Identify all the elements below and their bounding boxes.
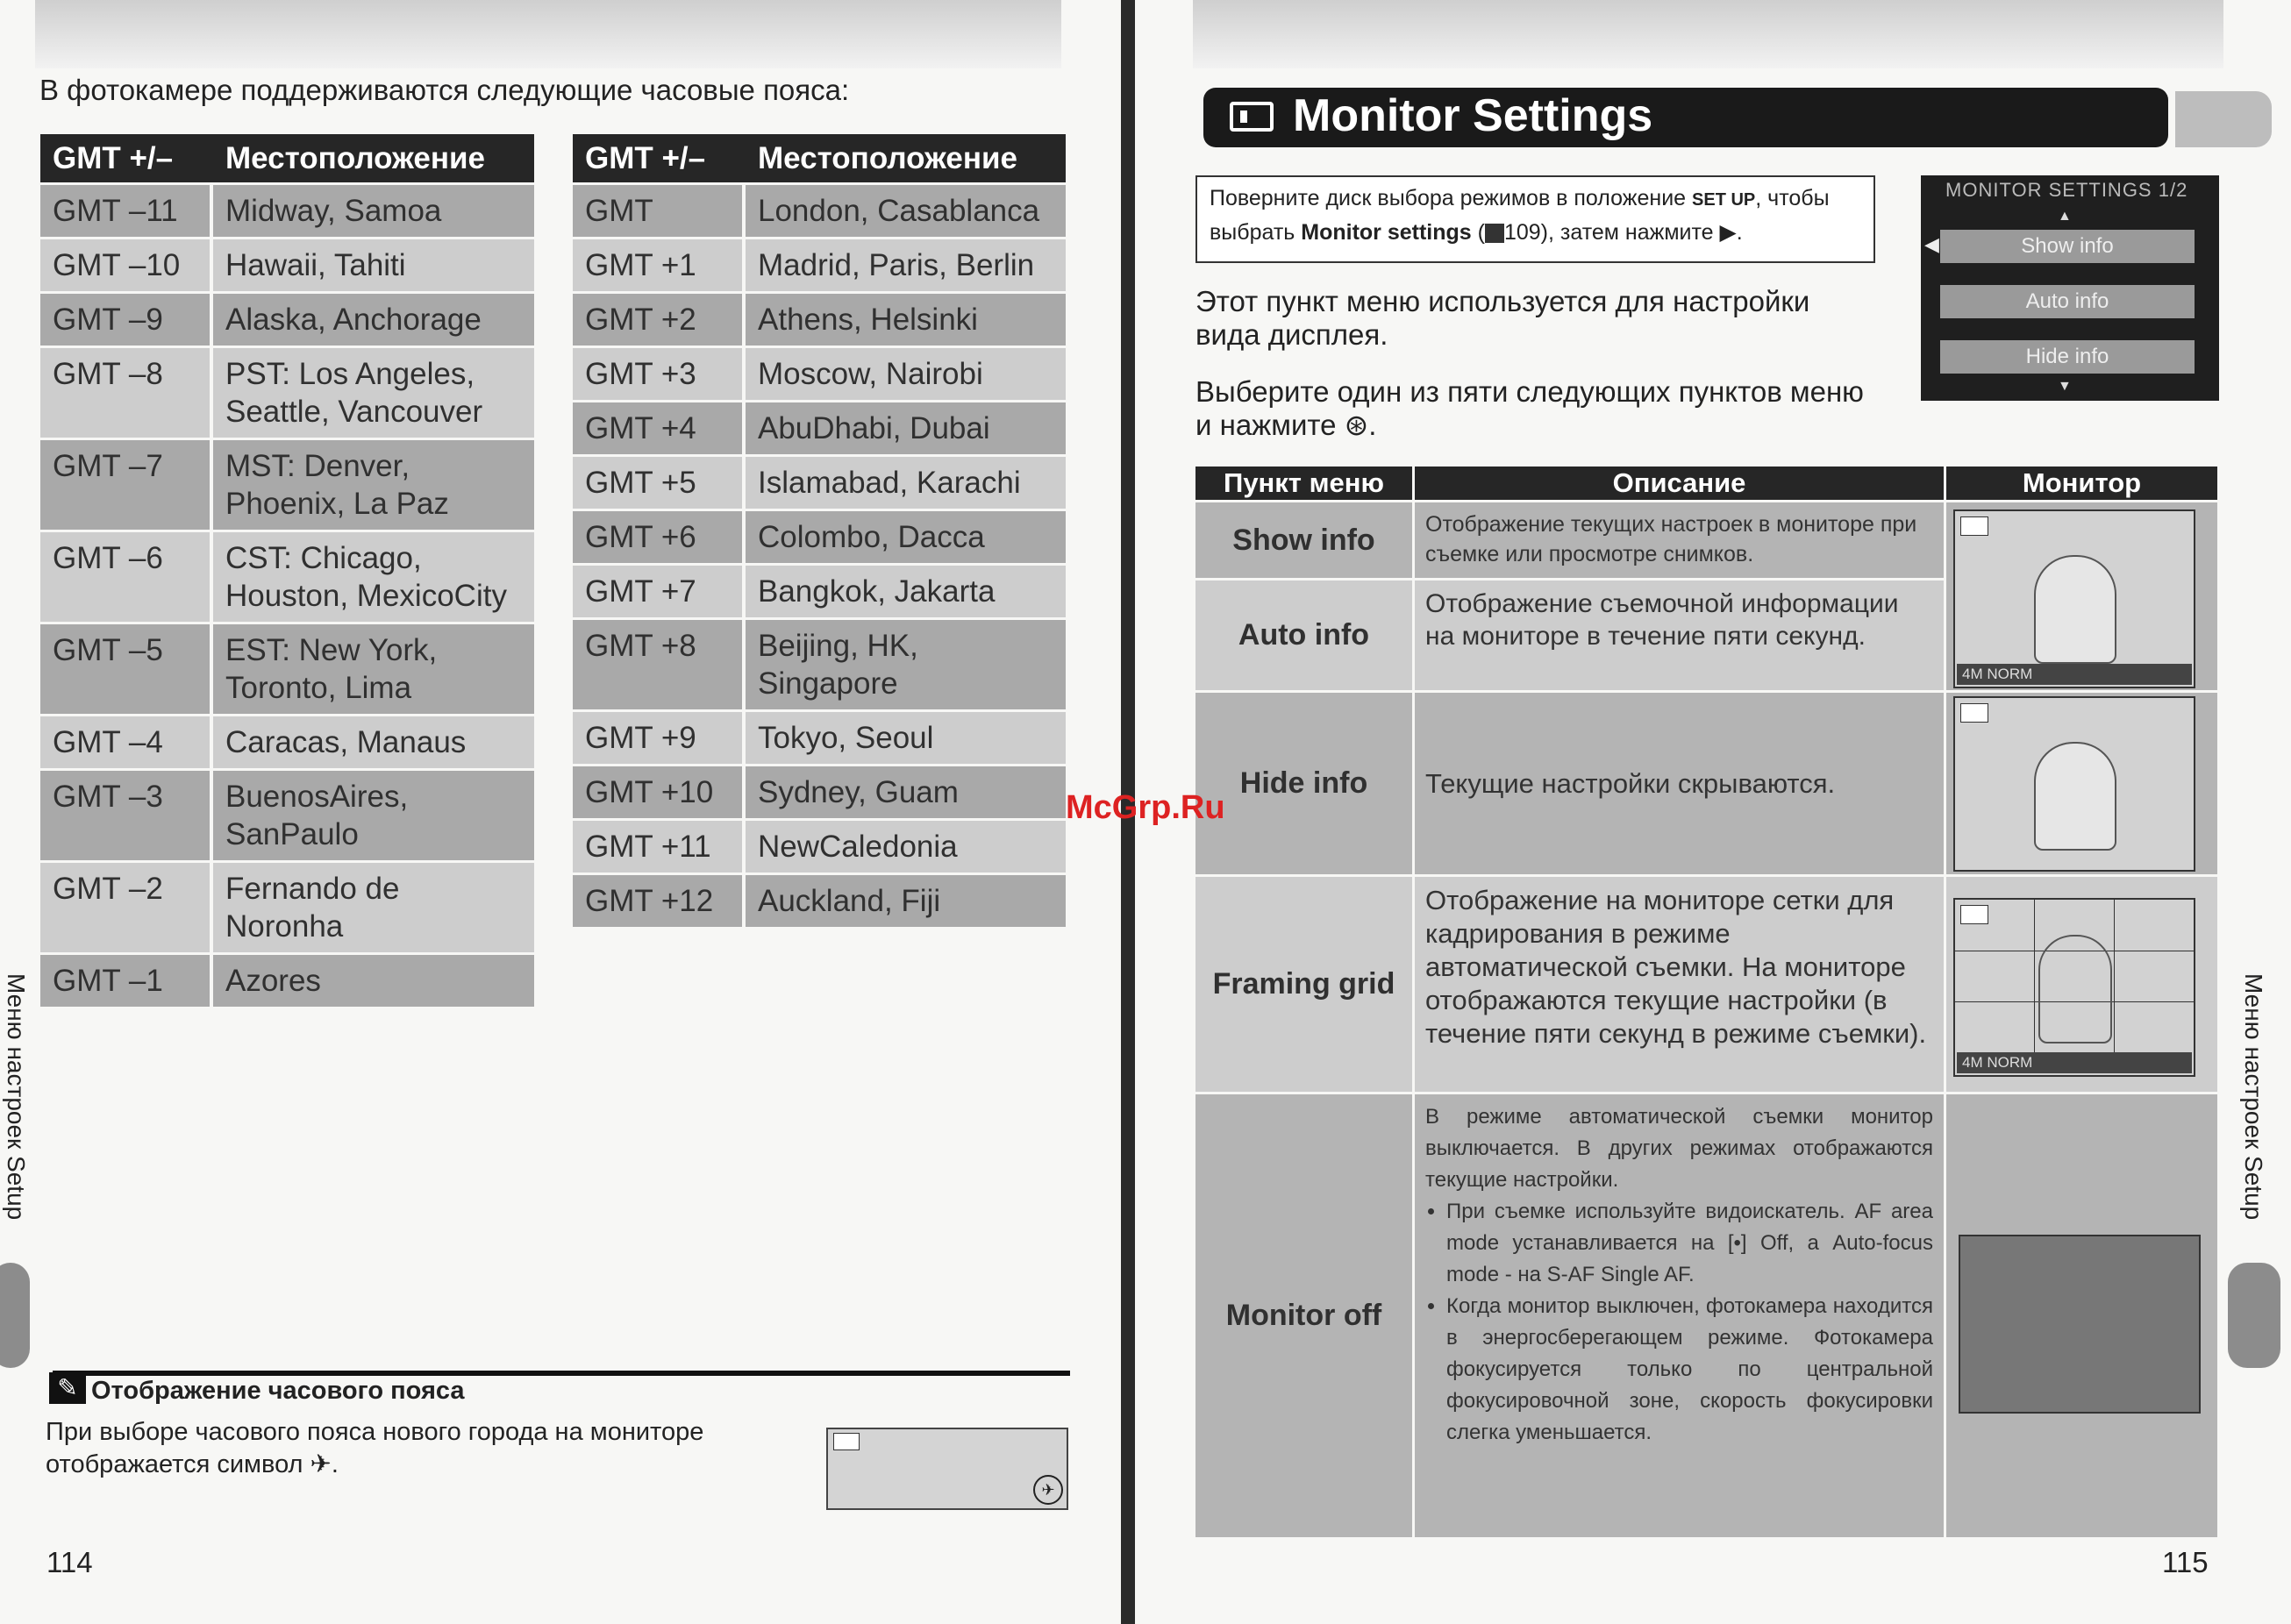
gmt-offset: GMT +7	[573, 566, 746, 617]
monitor-preview-grid	[1953, 898, 2195, 1077]
airplane-icon: ✈.	[310, 1450, 339, 1478]
gmt-offset: GMT –5	[40, 624, 213, 714]
location: Islamabad, Karachi	[746, 457, 1066, 509]
monitor-off-screen	[1959, 1235, 2201, 1414]
gmt-offset: GMT +3	[573, 348, 746, 400]
camera-icon	[1960, 516, 1988, 536]
gmt-offset: GMT +8	[573, 620, 746, 709]
location: BuenosAires, SanPaulo	[213, 771, 534, 860]
timezone-row	[573, 620, 1066, 709]
side-tab-label: Меню настроек Setup	[3, 973, 30, 1221]
gmt-offset: GMT +11	[573, 821, 746, 873]
monitor-preview-thumbnail	[826, 1428, 1068, 1510]
top-photo-strip	[1193, 0, 2223, 68]
gmt-offset: GMT –6	[40, 532, 213, 622]
row-desc-monitor-off	[1415, 1094, 1944, 1537]
gmt-offset: GMT +4	[573, 402, 746, 454]
watermark: McGrp.Ru	[1066, 789, 1225, 826]
menu-title: MONITOR SETTINGS 1/2	[1945, 179, 2188, 201]
location: Fernando de Noronha	[213, 863, 534, 952]
gmt-offset: GMT –8	[40, 348, 213, 438]
location: Midway, Samoa	[213, 185, 534, 237]
timezone-row	[573, 239, 1066, 291]
arrow-down-icon: ▼	[2058, 379, 2072, 394]
timezone-row	[40, 239, 534, 291]
instruction-box	[1195, 175, 1875, 263]
instr-text-2: , чтобы выбрать	[1210, 186, 1830, 245]
location: Moscow, Nairobi	[746, 348, 1066, 400]
row-name-auto-info: Auto info	[1195, 581, 1412, 690]
bullet-2: • Когда монитор выключен, фотокамера находится в энергосберегающем режиме. Фотокамера фокусируется только по центральной фокусировочной зоне, скорость фокусировки слегка уменьшается.	[1446, 1291, 1933, 1449]
row-desc-show-info: Отображение текущих настроек в мониторе при съемке или просмотре снимков.	[1415, 502, 1944, 578]
timezone-row	[573, 402, 1066, 454]
timezone-row	[573, 294, 1066, 345]
gmt-offset: GMT –3	[40, 771, 213, 860]
location: NewCaledonia	[746, 821, 1066, 873]
pencil-icon: ✎	[49, 1372, 86, 1404]
row-name-monitor-off: Monitor off	[1195, 1094, 1412, 1537]
header-gmt: GMT +/–	[573, 134, 746, 182]
monitor-icon	[1230, 102, 1274, 132]
monitor-off-desc: В режиме автоматической съемки монитор выключается. В других режимах отображаются текущие настройки.	[1425, 1105, 1933, 1192]
header-monitor: Монитор	[1946, 467, 2217, 500]
location: Hawaii, Tahiti	[213, 239, 534, 291]
timezone-row	[573, 457, 1066, 509]
timezone-row	[40, 955, 534, 1007]
location: AbuDhabi, Dubai	[746, 402, 1066, 454]
menu-item-show-info: Show info	[1940, 230, 2195, 263]
location: Madrid, Paris, Berlin	[746, 239, 1066, 291]
monitor-off-bullets	[1425, 1196, 1933, 1449]
left-page	[0, 0, 1127, 1624]
camera-icon	[833, 1433, 860, 1450]
portrait-illustration	[2034, 555, 2116, 664]
location: Athens, Helsinki	[746, 294, 1066, 345]
timezone-row	[573, 348, 1066, 400]
side-tab-marker	[2228, 1263, 2280, 1368]
page-number: 115	[2162, 1546, 2209, 1578]
note-divider	[53, 1371, 1070, 1376]
right-page	[1140, 0, 2291, 1624]
gmt-offset: GMT –10	[40, 239, 213, 291]
row-name-show-info: Show info	[1195, 502, 1412, 578]
row-desc-framing-grid: Отображение на мониторе сетки для кадрирования в режиме автоматической съемки. На мониторе отображаются текущие настройки (в течение пяти секунд в режиме съемки).	[1415, 877, 1944, 1092]
timezone-row	[573, 766, 1066, 818]
note-title: Отображение часового пояса	[91, 1377, 465, 1405]
paragraph-2-text: Выберите один из пяти следующих пунктов меню и нажмите	[1195, 375, 1864, 441]
location: Caracas, Manaus	[213, 716, 534, 768]
row-name-framing-grid: Framing grid	[1195, 877, 1412, 1092]
timezone-row	[40, 294, 534, 345]
location: PST: Los Angeles, Seattle, Vancouver	[213, 348, 534, 438]
top-photo-strip	[35, 0, 1061, 68]
header-location: Местоположение	[213, 134, 534, 182]
gmt-offset: GMT –1	[40, 955, 213, 1007]
gmt-offset: GMT +2	[573, 294, 746, 345]
timezone-row	[573, 712, 1066, 764]
gmt-offset: GMT –11	[40, 185, 213, 237]
gmt-offset: GMT +5	[573, 457, 746, 509]
location: Sydney, Guam	[746, 766, 1066, 818]
grid-line-v1	[2034, 900, 2035, 1052]
row-desc-auto-info: Отображение съемочной информации на мониторе в течение пяти секунд.	[1415, 581, 1944, 690]
monitor-cell-3	[1946, 877, 2217, 1092]
status-bar: 4M NORM	[1957, 1052, 2192, 1073]
paragraph-1: Этот пункт меню используется для настройки вида дисплея.	[1195, 285, 1810, 351]
header-location: Местоположение	[746, 134, 1066, 182]
location: Bangkok, Jakarta	[746, 566, 1066, 617]
location: London, Casablanca	[746, 185, 1066, 237]
intro-text: В фотокамере поддерживаются следующие часовые пояса:	[39, 74, 850, 106]
timezone-row	[40, 440, 534, 530]
bullet-1: • При съемке используйте видоискатель. AF area mode устанавливается на [•] Off, а Auto-focus mode - на S-AF Single AF.	[1446, 1196, 1933, 1291]
gmt-offset: GMT +9	[573, 712, 746, 764]
side-tab-marker	[0, 1263, 30, 1368]
section-title-bar	[1203, 88, 2168, 147]
timezone-row	[573, 511, 1066, 563]
grid-line-v2	[2114, 900, 2115, 1052]
menu-item-auto-info: Auto info	[1940, 285, 2195, 318]
timezone-row	[40, 532, 534, 622]
monitor-preview-info	[1953, 509, 2195, 688]
instr-text-1: Поверните диск выбора режимов в положение	[1210, 186, 1693, 210]
gmt-offset: GMT +10	[573, 766, 746, 818]
arrow-left-icon: ◀	[1924, 233, 1939, 255]
location: Colombo, Dacca	[746, 511, 1066, 563]
location: Alaska, Anchorage	[213, 294, 534, 345]
note-text	[46, 1416, 809, 1481]
row-name-hide-info: Hide info	[1195, 693, 1412, 874]
setup-mode-label: SET UP	[1692, 190, 1756, 210]
location: Azores	[213, 955, 534, 1007]
gmt-offset: GMT +6	[573, 511, 746, 563]
gmt-offset: GMT +1	[573, 239, 746, 291]
arrow-up-icon: ▲	[2058, 209, 2072, 224]
menu-item-hide-info: Hide info	[1940, 340, 2195, 374]
timezone-row	[573, 821, 1066, 873]
monitor-cell-2	[1946, 693, 2217, 874]
side-tab-label: Меню настроек Setup	[2240, 973, 2267, 1221]
timezone-row	[40, 863, 534, 952]
paragraph-2	[1195, 375, 1875, 442]
gmt-offset: GMT –9	[40, 294, 213, 345]
timezone-row	[40, 771, 534, 860]
portrait-illustration	[2034, 742, 2116, 851]
header-menu-item: Пункт меню	[1195, 467, 1412, 500]
camera-icon	[1960, 703, 1988, 723]
location: CST: Chicago, Houston, MexicoCity	[213, 532, 534, 622]
location: Auckland, Fiji	[746, 875, 1066, 927]
timezone-row	[40, 624, 534, 714]
timezone-row	[573, 875, 1066, 927]
timezone-table-1	[40, 132, 534, 1009]
airplane-circle-icon: ✈	[1033, 1475, 1063, 1505]
ok-button-icon: ⊛.	[1344, 409, 1377, 441]
header-description: Описание	[1415, 467, 1944, 500]
section-title: Monitor Settings	[1293, 90, 1653, 141]
gmt-offset: GMT +12	[573, 875, 746, 927]
gmt-offset: GMT –7	[40, 440, 213, 530]
location: Tokyo, Seoul	[746, 712, 1066, 764]
monitor-settings-label: Monitor settings	[1301, 220, 1472, 245]
timezone-row	[573, 185, 1066, 237]
instr-text-4: 109), затем нажмите ▶.	[1503, 220, 1743, 245]
monitor-cell-4	[1946, 1094, 2217, 1537]
page-number: 114	[46, 1546, 93, 1578]
menu-screenshot	[1921, 175, 2219, 401]
title-bar-tail	[2175, 91, 2272, 147]
gmt-offset: GMT –4	[40, 716, 213, 768]
book-icon	[1485, 224, 1504, 243]
note-body: При выборе часового пояса нового города на мониторе отображается символ	[46, 1418, 704, 1478]
gmt-offset: GMT	[573, 185, 746, 237]
monitor-preview-hidden	[1953, 696, 2195, 872]
portrait-illustration	[2038, 935, 2112, 1043]
header-gmt: GMT +/–	[40, 134, 213, 182]
location: EST: New York, Toronto, Lima	[213, 624, 534, 714]
location: Beijing, HK, Singapore	[746, 620, 1066, 709]
camera-icon	[1960, 905, 1988, 924]
timezone-row	[40, 348, 534, 438]
location: MST: Denver, Phoenix, La Paz	[213, 440, 534, 530]
timezone-row	[40, 185, 534, 237]
timezone-row	[573, 566, 1066, 617]
timezone-table-2	[573, 132, 1066, 930]
monitor-cell-1	[1946, 502, 2217, 690]
gmt-offset: GMT –2	[40, 863, 213, 952]
instr-text-3: (	[1471, 220, 1485, 245]
status-bar: 4M NORM	[1957, 664, 2192, 685]
row-desc-hide-info: Текущие настройки скрываются.	[1415, 693, 1944, 874]
timezone-row	[40, 716, 534, 768]
